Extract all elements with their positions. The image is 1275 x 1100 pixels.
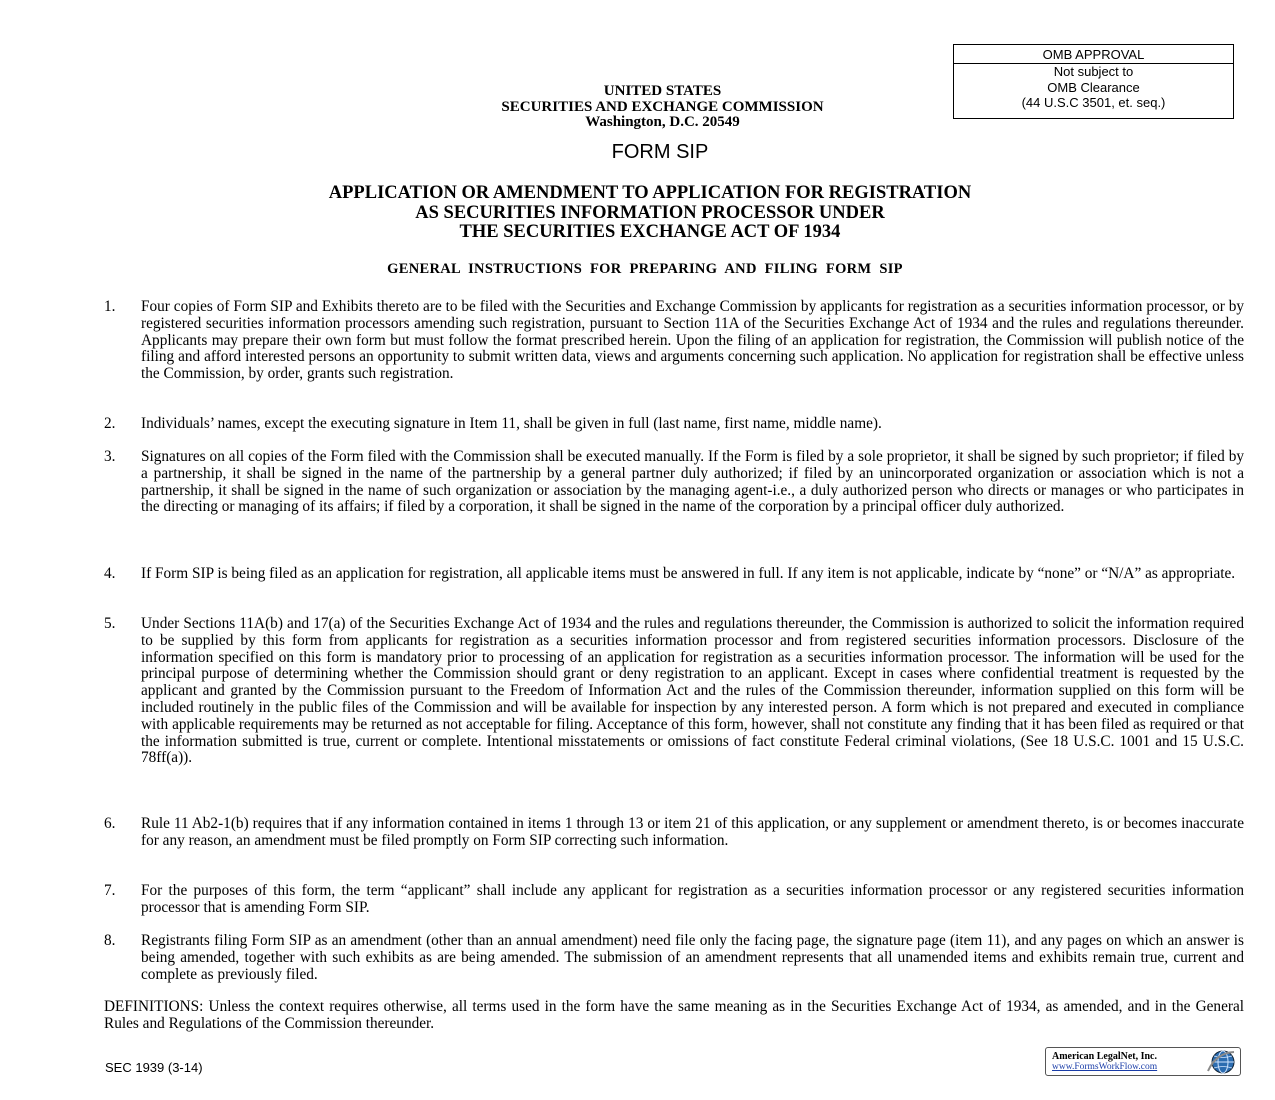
globe-icon: [1204, 1049, 1238, 1075]
instruction-item-3: [104, 449, 1244, 516]
main-title-line-2: AS SECURITIES INFORMATION PROCESSOR UNDER: [415, 202, 885, 223]
instruction-item-8: [104, 933, 1244, 983]
instruction-number: 7.: [104, 882, 116, 899]
instruction-number: 6.: [104, 815, 116, 832]
agency-line-2: SECURITIES AND EXCHANGE COMMISSION: [501, 98, 824, 115]
main-title: [140, 184, 1160, 243]
instruction-item-5: [104, 616, 1244, 767]
instruction-text: Registrants filing Form SIP as an amendment (other than an annual amendment) need file only the facing page, the signature page (item 11), and any pages on which an answer is being amended, together with such exhibits as are being amended. The submission of an amendment represents that all unamended items and exhibits remain true, current and complete as previously filed.: [141, 932, 1244, 983]
omb-line-1: Not subject to: [1053, 64, 1134, 79]
omb-line-3: (44 U.S.C 3501, et. seq.): [1021, 95, 1166, 110]
instruction-text: Four copies of Form SIP and Exhibits thereto are to be filed with the Securities and Exchange Commission by applicants for registration as a securities information processor, or by registered securities information processors amending such registration, pursuant to Section 11A of the Securities Exchange Act of 1934 and the rules and regulations thereunder. Applicants may prepare their own form but must follow the format prescribed herein. Upon the filing of an application for registration, the Commission will publish notice of the filing and afford interested persons an opportunity to submit written data, views and arguments concerning such application. No application for registration shall be effective unless the Commission, by order, grants such registration.: [141, 298, 1244, 383]
logo-website-link[interactable]: www.FormsWorkFlow.com: [1052, 1062, 1158, 1072]
instruction-text: Rule 11 Ab2-1(b) requires that if any information contained in items 1 through 13 or item 21 of this application, or any supplement or amendment thereto, is or becomes inaccurate for any reason, an amendment must be filed promptly on Form SIP correcting such information.: [141, 815, 1244, 849]
instruction-text: For the purposes of this form, the term “applicant” shall include any applicant for registration as a securities information processor or any registered securities information processor that is amending Form SIP.: [141, 882, 1244, 916]
instruction-number: 5.: [104, 615, 116, 632]
instruction-item-6: [104, 816, 1244, 850]
publisher-logo[interactable]: [1045, 1047, 1241, 1076]
logo-company-name: American LegalNet, Inc.: [1052, 1051, 1157, 1062]
instruction-item-4: [104, 566, 1244, 583]
agency-header: [390, 84, 935, 131]
definitions-paragraph: DEFINITIONS: Unless the context requires otherwise, all terms used in the form have the same meaning as in the Securities Exchange Act of 1934, as amended, and in the General Rules and Regulations of the Commission thereunder.: [104, 998, 1244, 1032]
form-number: SEC 1939 (3-14): [105, 1060, 203, 1075]
instruction-item-7: [104, 883, 1244, 917]
instruction-item-2: [104, 416, 1244, 433]
instruction-item-1: [104, 299, 1244, 383]
instruction-text: Signatures on all copies of the Form filed with the Commission shall be executed manually. If the Form is filed by a sole proprietor, it shall be signed by such proprietor; if filed by a partnership, it shall be signed in the name of the partnership by a general partner duly authorized; if filed by an unincorporated organization or association which is not a partnership, it shall be signed in the name of such organization or association by the managing agent-i.e., a duly authorized person who directs or manages or who participates in the directing or managing of its affairs; if filed by a corporation, it shall be signed in the name of the corporation by a principal officer duly authorized.: [141, 448, 1244, 516]
omb-line-2: OMB Clearance: [1047, 79, 1140, 95]
instruction-number: 2.: [104, 415, 116, 432]
omb-approval-box: [953, 44, 1234, 119]
agency-line-1: UNITED STATES: [603, 83, 722, 99]
instruction-number: 4.: [104, 565, 116, 582]
agency-line-3: Washington, D.C. 20549: [585, 114, 740, 130]
instruction-number: 8.: [104, 932, 116, 949]
form-title: FORM SIP: [611, 141, 709, 163]
omb-approval-title: OMB APPROVAL: [954, 45, 1233, 64]
instruction-text: Individuals’ names, except the executing signature in Item 11, shall be given in full (last name, first name, middle name).: [141, 415, 882, 432]
main-title-line-1: APPLICATION OR AMENDMENT TO APPLICATION FOR REGISTRATION: [328, 183, 972, 203]
instructions-heading: GENERAL INSTRUCTIONS FOR PREPARING AND FILING FORM SIP: [387, 261, 903, 277]
instruction-text: Under Sections 11A(b) and 17(a) of the Securities Exchange Act of 1934 and the rules and regulations thereunder, the Commission is authorized to solicit the information required to be supplied by this form from applicants for registration as a securities information processor and from registered securities information processors. Disclosure of the information specified on this form is mandatory prior to processing of an application for registration as a securities information processor. The information will be used for the principal purpose of determining whether the Commission should grant or deny registration to an applicant. Except in cases where confidential treatment is requested by the applicant and granted by the Commission pursuant to the Freedom of Information Act and the rules of the Commission thereunder, information supplied on this form will be included routinely in the public files of the Commission and will be available for inspection by any interested person. A form which is not prepared and executed in compliance with applicable requirements may be returned as not acceptable for filing. Acceptance of this form, however, shall not constitute any finding that it has been filed as required or that the information submitted is true, current or complete. Intentional misstatements or omissions of fact constitute Federal criminal violations, (See 18 U.S.C. 1001 and 15 U.S.C. 78ff(a)).: [141, 615, 1244, 767]
main-title-line-3: THE SECURITIES EXCHANGE ACT OF 1934: [459, 222, 841, 242]
instruction-number: 1.: [104, 298, 116, 315]
instruction-number: 3.: [104, 448, 116, 465]
instruction-text: If Form SIP is being filed as an application for registration, all applicable items must be answered in full. If any item is not applicable, indicate by “none” or “N/A” as appropriate.: [141, 565, 1236, 582]
